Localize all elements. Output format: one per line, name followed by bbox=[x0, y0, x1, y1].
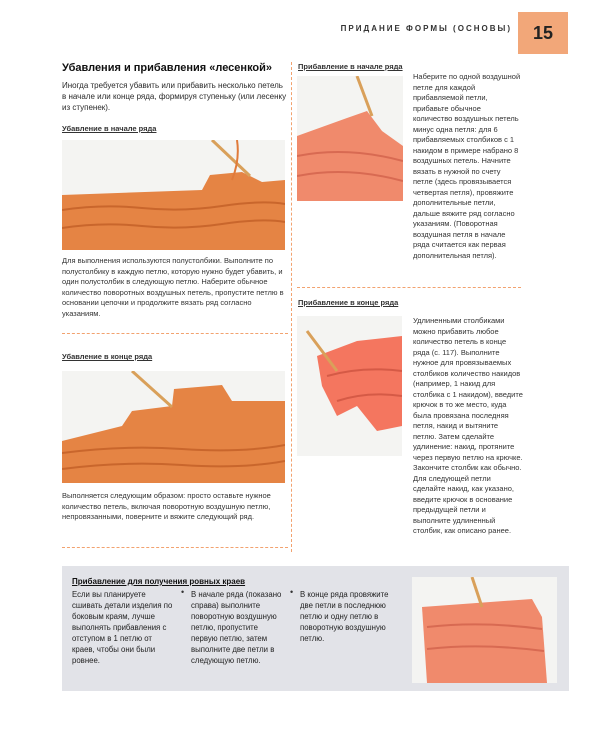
text-decrease-end: Выполняется следующим образом: просто оставьте нужное количество петель, включая поворотную воздушную петлю, непровязанными, поверните и вяжите следующий ряд. bbox=[62, 491, 271, 521]
main-title: Убавления и прибавления «лесенкой» bbox=[62, 62, 273, 74]
photo-even-edges bbox=[412, 577, 557, 683]
divider-left bbox=[62, 333, 288, 334]
bullet-col-3: • bbox=[290, 587, 294, 597]
bottom-col-1: Если вы планируете сшивать детали изделия по боковым краям, лучше выполнять прибавления с отступом в 1 петлю от краев, чтобы они были ровнее. bbox=[72, 590, 173, 665]
section-heading-decrease-end: Убавление в конце ряда bbox=[62, 352, 153, 361]
photo-increase-start bbox=[297, 76, 403, 201]
main-intro: Иногда требуется убавить или прибавить несколько петель в начале или конце ряда, формируя ступеньку (или лесенку из ступенек). bbox=[62, 81, 287, 112]
text-decrease-start: Для выполнения используются полустолбики. Выполните по полустолбику в каждую петлю, которую нужно будет убавить, и один полустолбик в следующую петлю. Наберите обычное количество поворотных воздушных петель, пропустите петлю в основании цепочки и продолжите вязать ряд согласно указаниям. bbox=[62, 256, 284, 318]
page-number: 15 bbox=[532, 22, 554, 43]
divider-right bbox=[297, 287, 521, 288]
section-heading-increase-start: Прибавление в начале ряда bbox=[298, 62, 403, 71]
running-header-title: ПРИДАНИЕ ФОРМЫ (ОСНОВЫ) bbox=[340, 24, 512, 33]
bottom-col-2: В начале ряда (показано справа) выполните поворотную воздушную петлю, пропустите первую петлю, затем выполните две петли в следующую петлю. bbox=[191, 590, 282, 665]
photo-decrease-start bbox=[62, 140, 285, 250]
photo-decrease-end bbox=[62, 371, 285, 483]
section-heading-increase-end: Прибавление в конце ряда bbox=[298, 298, 399, 307]
bullet-col-2: • bbox=[181, 587, 185, 597]
text-increase-start: Наберите по одной воздушной петле для каждой прибавляемой петли, прибавьте обычное количество воздушных петель минус одна петля: для 6 прибавляемых столбиков с 1 накидом в примере набрано 8 воздушных петель. Начните вязать в нужной по счету петле (здесь провязывается четвертая петля), провяжите дополнительные петли, дальше вяжите ряд согласно указаниям. (Поворотная воздушная петля в начале ряда считается как первая дополнительная петля). bbox=[413, 72, 521, 260]
column-divider bbox=[291, 62, 292, 552]
bottom-col-3: В конце ряда провяжите две петли в последнюю петлю и одну петлю в поворотную воздушную петлю. bbox=[300, 590, 389, 643]
bottom-heading: Прибавление для получения ровных краев bbox=[72, 577, 246, 586]
section-heading-decrease-start: Убавление в начале ряда bbox=[62, 124, 157, 133]
text-increase-end: Удлиненными столбиками можно прибавить любое количество петель в конце ряда (с. 117). Выполните нужное для провязываемых столбиков количество накидов (например, 1 накид для столбика с 1 накидом), введите крючок в то же место, куда была провязана последняя петля, накид и вытяните петлю. Затем сделайте удлинение: накид, протяните через первую петлю на крючке. Закончите столбик как обычно. Для следующей петли сделайте накид, как указано, введите крючок в основание предыдущей петли и выполните удлиненный столбик, как описано ранее. bbox=[413, 316, 523, 535]
divider-left-bottom bbox=[62, 547, 288, 548]
photo-increase-end bbox=[297, 316, 402, 456]
page-number-box bbox=[518, 12, 568, 54]
